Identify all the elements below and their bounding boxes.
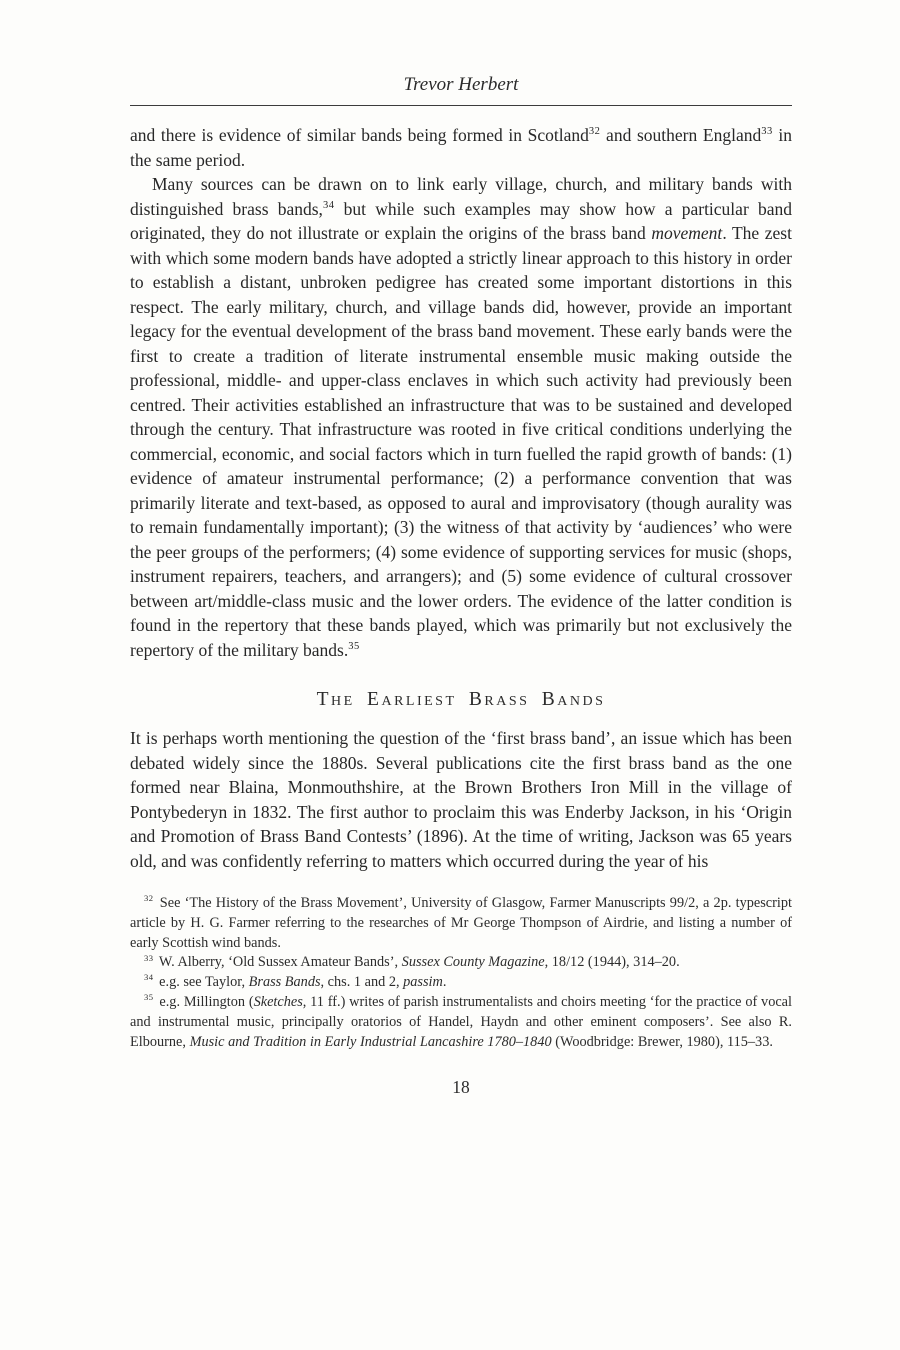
text-run: It is perhaps worth mentioning the question of the ‘first brass band’, an issue which has been debated widely since the 1880s. Several publications cite the first brass band as the one formed near Blaina, Monmouthshire, at the Brown Brothers Iron Mill in the village of Pontybederyn in 1832. The first author to proclaim this was Enderby Jackson, in his ‘Origin and Promotion of Brass Band Contests’ (1896). At the time of writing, Jackson was 65 years old, and was confidently referring to matters which occurred during the year of his xyxy=(130,728,792,871)
text-run: e.g. see Taylor, xyxy=(159,974,249,991)
footnote xyxy=(130,973,792,993)
footnote-number: 32 xyxy=(144,893,154,904)
paragraph xyxy=(130,123,792,172)
text-run: e.g. Millington ( xyxy=(159,993,254,1010)
footnote xyxy=(130,993,792,1052)
header-rule xyxy=(130,105,792,106)
italic-text: Sketches xyxy=(253,993,303,1010)
italic-text: Brass Bands xyxy=(248,974,321,991)
text-run: , chs. 1 and 2, xyxy=(320,974,404,991)
text-run: W. Alberry, ‘Old Sussex Amateur Bands’, xyxy=(158,954,402,971)
section-heading: The Earliest Brass Bands xyxy=(316,689,606,710)
body-text xyxy=(130,123,792,662)
text-run: (Woodbridge: Brewer, 1980), 115–33. xyxy=(551,1033,773,1050)
text-run: See ‘The History of the Brass Movement’, University of Glasgow, Farmer Manuscripts 99/2, a 2p. typescript article by H. G. Farmer referring to the researches of Mr George Thompson of Airdrie, and listing a number of early Scottish wind bands. xyxy=(130,895,792,951)
paragraph xyxy=(130,172,792,662)
footnote-marker: 32 xyxy=(588,126,601,138)
italic-text: Sussex County Magazine xyxy=(401,954,545,971)
text-run: , 18/12 (1944), 314–20. xyxy=(544,954,680,971)
footnotes xyxy=(130,894,792,1052)
running-header: Trevor Herbert xyxy=(403,74,519,95)
text-run: . The zest with which some modern bands have adopted a strictly linear approach to this history in order to establish a distant, unbroken pedigree has created some important distortions in this respect. The early military, church, and village bands did, however, provide an important legacy for the eventual development of the brass band movement. These early bands were the first to create a tradition of literate instrumental ensemble music making outside the professional, middle- and upper-class enclaves in which such activity had previously been centred. Their activities established an infrastructure that was to be sustained and developed through the century. That infrastructure was rooted in five critical conditions underlying the commercial, economic, and social factors which in turn fuelled the rapid growth of bands: (1) evidence of amateur instrumental performance; (2) a performance convention that was primarily literate and text-based, as opposed to aural and improvisatory (though aurality was to remain fundamentally important); (3) the witness of that activity by ‘audiences’ who were the peer groups of the performers; (4) some evidence of supporting services for music (shops, instrument repairers, teachers, and arrangers); and (5) some evidence of cultural crossover between art/middle-class music and the lower orders. The evidence of the latter condition is found in the repertory that these bands played, which was primarily but not exclusively the repertory of the military bands. xyxy=(130,223,792,660)
section-body xyxy=(130,726,792,873)
footnote-number: 34 xyxy=(144,972,154,983)
text-run: and there is evidence of similar bands being formed in Scotland xyxy=(130,125,589,145)
text-run: but while such examples may show how a particular band originated, they do not illustrate or explain the origins of the brass band xyxy=(130,198,792,243)
text-run: in the same period. xyxy=(130,125,792,170)
text-run: . xyxy=(442,974,447,991)
paragraph xyxy=(130,726,792,873)
text-run: and southern England xyxy=(600,125,762,145)
italic-text: passim xyxy=(403,974,443,991)
footnote xyxy=(130,894,792,953)
text-run: Many sources can be drawn on to link early village, church, and military bands with distinguished brass bands, xyxy=(130,174,792,219)
page-number: 18 xyxy=(452,1077,470,1098)
footnote-number: 35 xyxy=(144,992,154,1003)
footnote-marker: 34 xyxy=(322,199,335,211)
italic-text: movement xyxy=(651,223,723,243)
footnote-marker: 35 xyxy=(348,640,360,652)
footnote xyxy=(130,953,792,973)
italic-text: Music and Tradition in Early Industrial Lancashire 1780–1840 xyxy=(189,1033,552,1050)
footnote-number: 33 xyxy=(144,952,154,963)
footnote-marker: 33 xyxy=(761,126,773,138)
text-block xyxy=(130,0,792,1098)
text-run: , 11 ff.) writes of parish instrumentalists and choirs meeting ‘for the practice of vocal and instrumental music, principally oratorios of Handel, Haydn and other eminent composers’. See also R. Elbourne, xyxy=(130,993,792,1050)
